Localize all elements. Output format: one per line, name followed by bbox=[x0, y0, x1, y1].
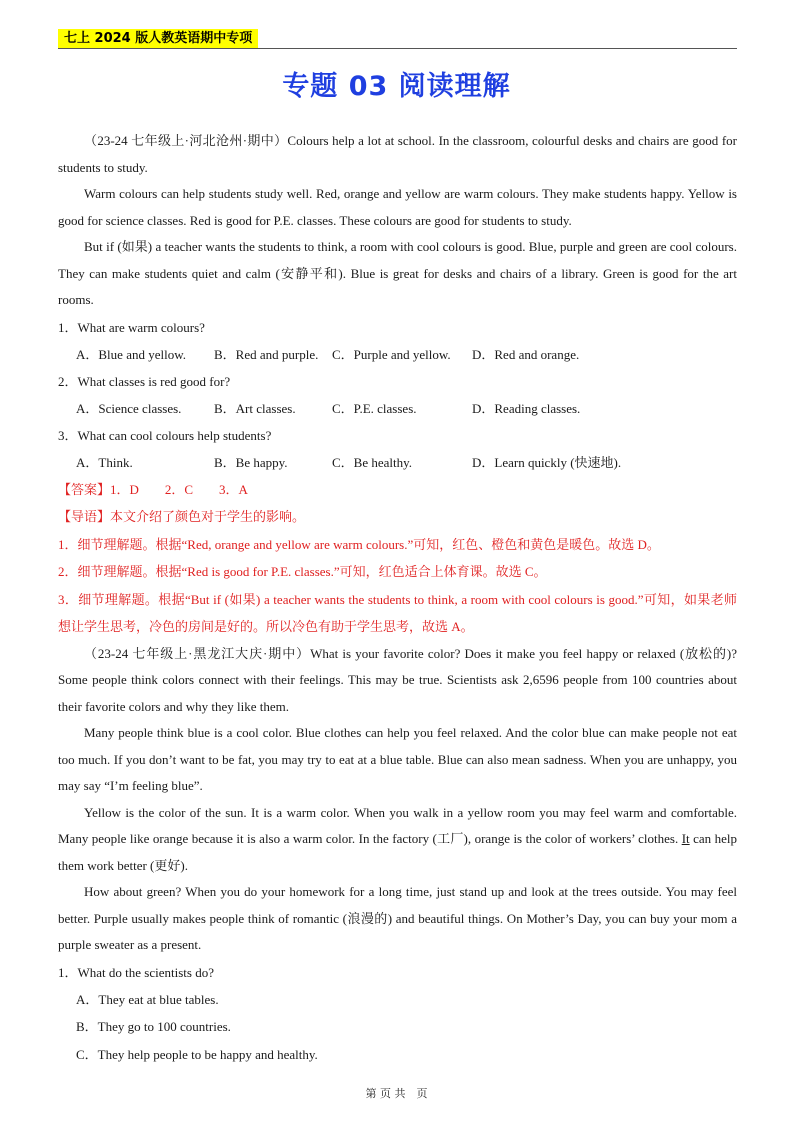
question-options bbox=[58, 341, 737, 368]
option-b: B．Art classes. bbox=[214, 400, 296, 416]
passage2-paragraph: Many people think blue is a cool color. Blue clothes can help you feel relaxed. And the color blue can make people not eat too much. If you don’t want to be fat, you may try to eat at a blue table. Blue can also mean sadness. When you are unhappy, you may say “I’m feeling blue”. bbox=[58, 725, 737, 793]
guide-text: 【导语】本文介绍了颜色对于学生的影响。 bbox=[58, 509, 306, 524]
passage2-text: Yellow is the color of the sun. It is a warm color. When you walk in a yellow room you may feel warm and comfortable. Many people like orange because it is also a warm color. In the factory (工厂), orange is the color of workers’ clothes. bbox=[58, 804, 737, 846]
option-d: D．Red and orange. bbox=[472, 346, 580, 362]
header-divider bbox=[58, 48, 737, 49]
passage1-paragraph: （23-24 七年级上·河北沧州·期中）Colours help a lot at school. In the classroom, colourful desks and chairs are good for students to study. bbox=[58, 133, 737, 175]
document-body bbox=[58, 128, 737, 1068]
option-a: A．Science classes. bbox=[76, 400, 182, 416]
passage1-paragraph: But if (如果) a teacher wants the students to think, a room with cool colours is good. Blue, purple and green are cool colours. They can make students quiet and calm (安静平和). Blue is great for desks and chairs of a library. Green is good for the art rooms. bbox=[58, 239, 737, 307]
passage1-paragraph: Warm colours can help students study well. Red, orange and yellow are warm colours. They make students happy. Yellow is good for science classes. Red is good for P.E. classes. These colours are good for students to study. bbox=[58, 186, 737, 228]
passage2-text: can help them work better (更好). bbox=[58, 831, 738, 873]
option-b: B．They go to 100 countries. bbox=[76, 1019, 231, 1034]
explanation: 2．细节理解题。根据“Red is good for P.E. classes.”可知，红色适合上体育课。故选 C。 bbox=[58, 564, 547, 579]
option-c: C．Purple and yellow. bbox=[332, 346, 451, 362]
page-footer: 第 页 共 页 bbox=[365, 1087, 428, 1100]
question-stem: 1．What do the scientists do? bbox=[58, 964, 214, 980]
passage2-paragraph: （23-24 七年级上·黑龙江大庆·期中）What is your favorite color? Does it make you feel happy or relaxed (放松的)? Some people think colors connect with their feelings. This may be true. Scientists ask 2,6596 people from 100 countries about their favorite colors and why they like them. bbox=[58, 645, 737, 714]
option-d: D．Reading classes. bbox=[472, 400, 581, 416]
option-a: A．Think. bbox=[76, 454, 133, 470]
answer-key: 【答案】1．D 2．C 3．A bbox=[58, 481, 248, 497]
question-stem: 1．What are warm colours? bbox=[58, 319, 205, 335]
question-stem: 3．What can cool colours help students? bbox=[58, 427, 272, 443]
option-c: C．Be healthy. bbox=[332, 454, 413, 470]
option-b: B．Be happy. bbox=[214, 454, 288, 470]
option-a: A．Blue and yellow. bbox=[76, 346, 186, 362]
header-tag: 七上 2024 版人教英语期中专项 bbox=[58, 29, 258, 48]
passage2-paragraph bbox=[58, 800, 737, 880]
question-options bbox=[58, 395, 737, 422]
option-a: A．They eat at blue tables. bbox=[76, 991, 219, 1007]
question-options bbox=[58, 449, 737, 476]
passage2-paragraph: How about green? When you do your homework for a long time, just stand up and look at the trees outside. You may feel better. Purple usually makes people think of romantic (浪漫的) and beautiful things. On Mother’s Day, you can buy your mom a purple sweater as a present. bbox=[58, 884, 737, 952]
option-c: C．They help people to be happy and healthy. bbox=[76, 1046, 318, 1062]
option-c: C．P.E. classes. bbox=[332, 400, 417, 416]
page-title: 专题 03 阅读理解 bbox=[282, 71, 511, 102]
question-stem: 2．What classes is red good for? bbox=[58, 373, 231, 389]
underlined-word: It bbox=[681, 831, 690, 846]
explanation: 3．细节理解题。根据“But if (如果) a teacher wants the students to think, a room with cool colours is good.”可知，如果老师想让学生思考，冷色的房间是好的。所以冷色有助于学生思考，故选 A。 bbox=[58, 591, 737, 634]
option-d: D．Learn quickly (快速地). bbox=[472, 454, 622, 470]
explanation: 1．细节理解题。根据“Red, orange and yellow are warm colours.”可知，红色、橙色和黄色是暖色。故选 D。 bbox=[58, 536, 660, 552]
option-b: B．Red and purple. bbox=[214, 346, 319, 362]
